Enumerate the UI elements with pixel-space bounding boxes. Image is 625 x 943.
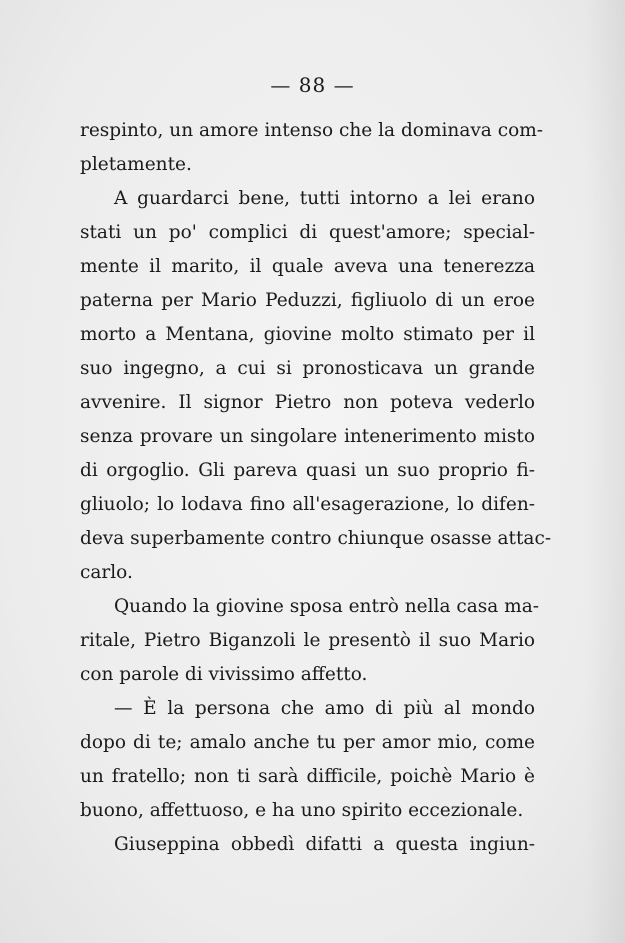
text-line: pletamente. <box>80 154 192 175</box>
text-line: respinto, un amore intenso che la dominava com- <box>80 120 543 141</box>
text-line: — È la persona che amo di più al mondo <box>114 698 535 719</box>
text-line: con parole di vivissimo affetto. <box>80 664 368 685</box>
text-line: dopo di te; amalo anche tu per amor mio, come <box>80 732 535 753</box>
text-line: suo ingegno, a cui si pronosticava un grande <box>80 358 535 379</box>
text-line: stati un po' complici di quest'amore; special- <box>80 222 535 243</box>
text-line: di orgoglio. Gli pareva quasi un suo proprio fi- <box>80 460 535 481</box>
text-line: paterna per Mario Peduzzi, figliuolo di un eroe <box>80 290 535 311</box>
text-line: carlo. <box>80 562 133 583</box>
text-line: Quando la giovine sposa entrò nella casa ma- <box>114 596 539 617</box>
text-line: mente il marito, il quale aveva una tenerezza <box>80 256 535 277</box>
text-line: gliuolo; lo lodava fino all'esagerazione, lo difen- <box>80 494 535 515</box>
page-edge-shadow <box>585 0 625 943</box>
text-line: Giuseppina obbedì difatti a questa ingiun- <box>114 834 535 855</box>
text-line: morto a Mentana, giovine molto stimato per il <box>80 324 535 345</box>
text-line: avvenire. Il signor Pietro non poteva vederlo <box>80 392 535 413</box>
page-number: — 88 — <box>270 73 355 97</box>
text-line: senza provare un singolare intenerimento misto <box>80 426 535 447</box>
text-line: un fratello; non ti sarà difficile, poichè Mario è <box>80 766 535 787</box>
body-text <box>80 114 552 862</box>
text-line: ritale, Pietro Biganzoli le presentò il suo Mario <box>80 630 535 651</box>
text-line: A guardarci bene, tutti intorno a lei erano <box>114 188 535 209</box>
text-line: buono, affettuoso, e ha uno spirito eccezionale. <box>80 800 524 821</box>
text-line: deva superbamente contro chiunque osasse attac- <box>80 528 552 549</box>
